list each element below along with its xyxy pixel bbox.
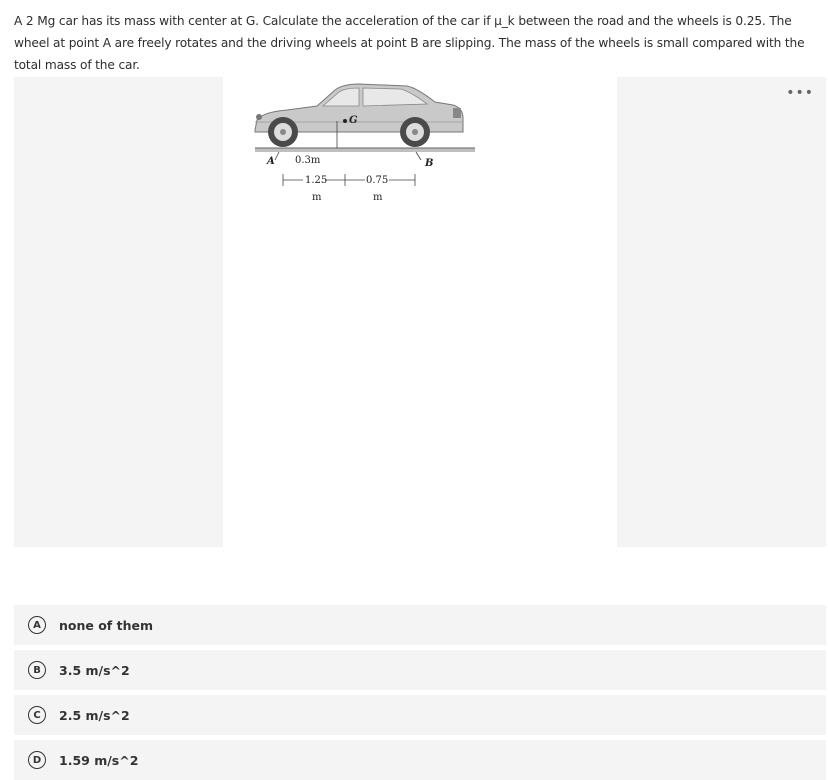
wheel-a	[268, 117, 298, 147]
option-letter-badge: B	[28, 661, 46, 679]
center-g	[343, 119, 347, 123]
more-icon[interactable]: •••	[786, 85, 814, 101]
option-letter-badge: C	[28, 706, 46, 724]
label-b: B	[425, 158, 434, 169]
car-diagram-svg	[235, 80, 615, 210]
question-text: A 2 Mg car has its mass with center at G. Calculate the acceleration of the car if μ_k between the road and the wheels is 0.25. The wheel at point A are freely rotates and the driving wheels at point B are slipping. The mass of the wheels is small compared with the total mass of the car.	[14, 14, 805, 72]
option-b[interactable]	[14, 650, 826, 690]
dim-height: 0.3m	[295, 155, 321, 166]
dim-right-value: 0.75	[366, 175, 389, 186]
right-panel	[617, 77, 826, 547]
option-text: 1.59 m/s^2	[59, 752, 139, 768]
wheel-b	[400, 117, 430, 147]
option-a[interactable]	[14, 605, 826, 645]
option-text: none of them	[59, 617, 153, 633]
option-letter-badge: D	[28, 751, 46, 769]
dim-right-unit: m	[373, 192, 383, 203]
label-g: G	[349, 115, 358, 126]
dim-left-value: 1.25	[305, 175, 328, 186]
option-c[interactable]	[14, 695, 826, 735]
label-a: A	[267, 156, 275, 167]
dim-left-unit: m	[312, 192, 322, 203]
option-text: 3.5 m/s^2	[59, 662, 130, 678]
left-panel	[14, 77, 223, 547]
ground	[255, 148, 475, 152]
option-text: 2.5 m/s^2	[59, 707, 130, 723]
car-diagram	[235, 80, 615, 210]
option-letter-badge: A	[28, 616, 46, 634]
option-d[interactable]	[14, 740, 826, 780]
